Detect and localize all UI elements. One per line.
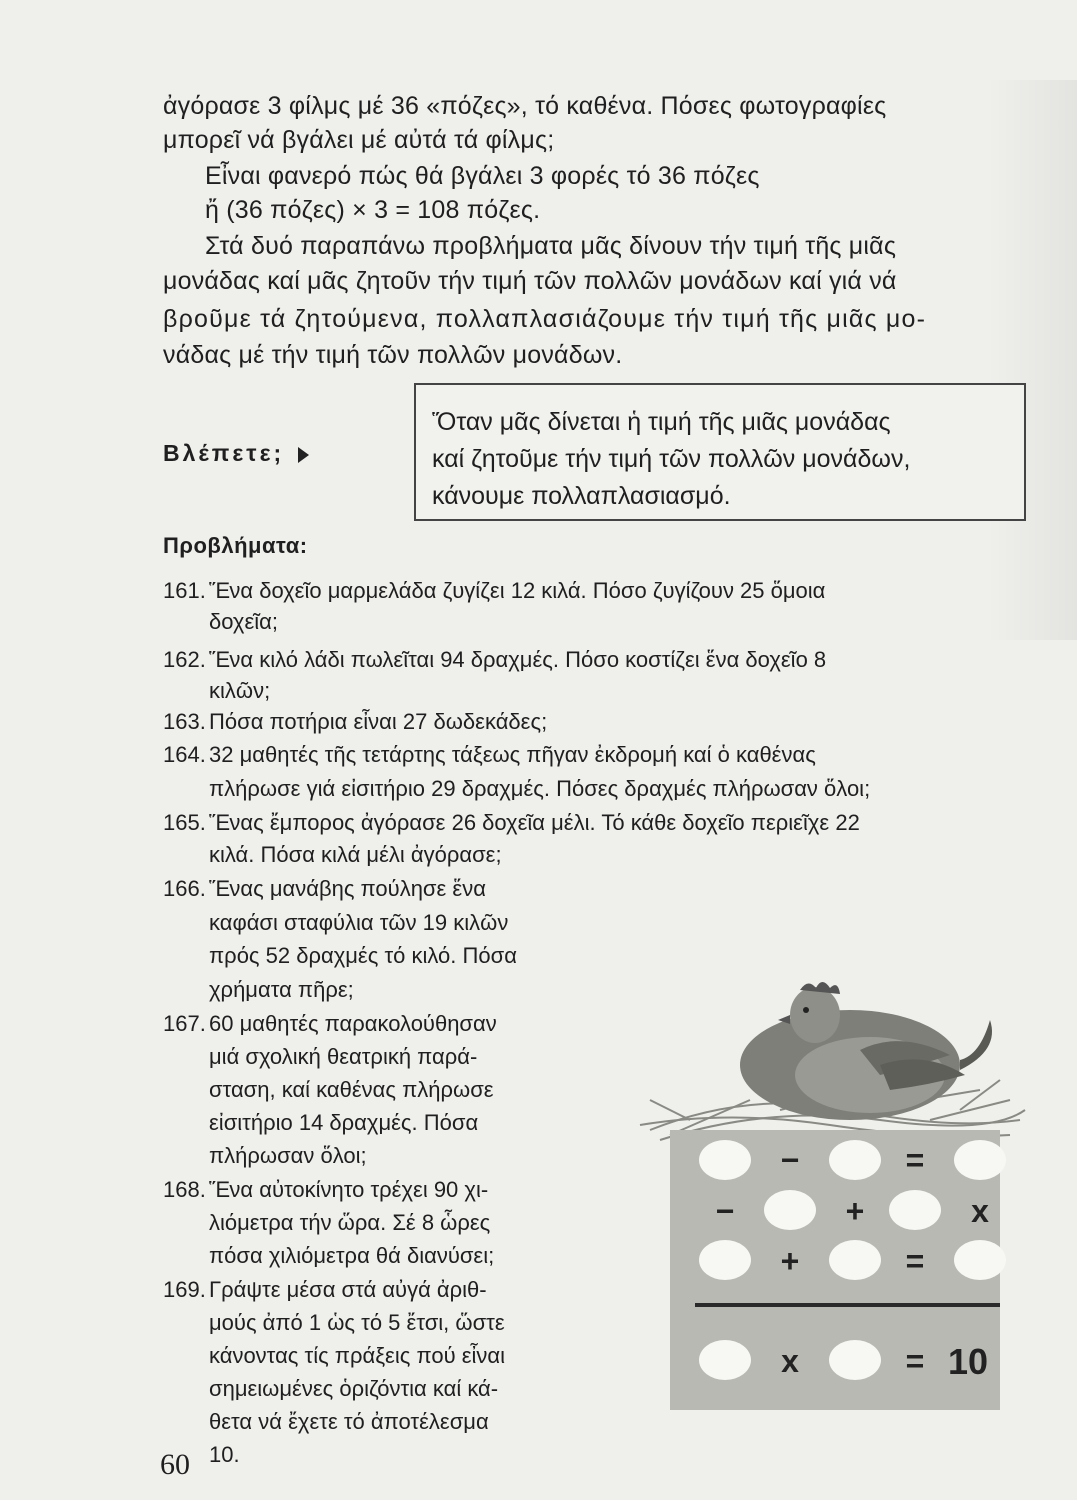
op-times: x [971,1193,989,1229]
problem-number: 165. [163,810,206,835]
hen-icon [740,982,992,1120]
arrow-right-icon [298,447,309,463]
rule-line-2: καί ζητοῦμε τήν τιμή τῶν πολλῶν μονάδων, [432,445,911,473]
op-minus: − [780,1142,800,1178]
rule-box [414,383,1026,521]
problem-168-line-3: πόσα χιλιόμετρα θά διανύσει; [209,1243,495,1268]
problem-number: 166. [163,876,206,901]
egg [699,1140,751,1180]
egg [699,1240,751,1280]
intro-line-2: μπορεῖ νά βγάλει μέ αὐτά τά φίλμς; [163,126,555,154]
problem-text: Πόσα ποτήρια εἶναι 27 δωδεκάδες; [209,709,548,734]
problem-text: Ἕνας μανάβης πούλησε ἕνα [209,876,486,901]
problem-166-line-3: πρός 52 δραχμές τό κιλό. Πόσα [209,943,517,968]
op-equals: = [905,1142,925,1178]
see-label [163,440,309,467]
problem-number: 168. [163,1177,206,1202]
egg [889,1190,941,1230]
problem-161 [163,576,825,606]
op-times: x [781,1343,799,1379]
problem-166 [163,874,486,904]
problem-163 [163,707,547,737]
op-minus: − [715,1193,735,1229]
problem-168 [163,1175,488,1205]
problem-165 [163,808,860,838]
op-plus: + [845,1193,865,1229]
problem-161-cont: δοχεῖα; [209,609,278,634]
problem-text: Ἕνα κιλό λάδι πωλεῖται 94 δραχμές. Πόσο κοστίζει ἕνα δοχεῖο 8 [209,647,827,672]
intro-line-5: Στά δυό παραπάνω προβλήματα μᾶς δίνουν τήν τιμή τῆς μιᾶς [205,232,897,260]
problem-169-line-2: μούς ἀπό 1 ὡς τό 5 ἔτσι, ὥστε [209,1310,505,1335]
intro-line-8: νάδας μέ τήν τιμή τῶν πολλῶν μονάδων. [163,341,623,369]
hen-egg-puzzle-illustration [630,960,1030,1420]
see-label-text: Βλέπετε; [163,440,285,466]
result-value: 10 [947,1341,989,1382]
problem-number: 167. [163,1011,206,1036]
egg [954,1140,1006,1180]
problem-162-cont: κιλῶν; [209,678,271,703]
problem-169-line-4: σημειωμένες ὁριζόντια καί κά- [209,1376,499,1401]
bleed-through-shadow [987,80,1077,640]
op-equals: = [905,1243,925,1279]
egg [954,1240,1006,1280]
problem-text: Ἕνα αὐτοκίνητο τρέχει 90 χι- [209,1177,489,1202]
intro-line-6: μονάδας καί μᾶς ζητοῦν τήν τιμή τῶν πολλῶν μονάδων καί γιά νά [163,267,897,295]
problem-number: 169. [163,1277,206,1302]
problem-number: 162. [163,647,206,672]
intro-line-1: ἀγόρασε 3 φίλμς μέ 36 «πόζες», τό καθένα. Πόσες φωτογραφίες [163,92,887,120]
problem-text: 32 μαθητές τῆς τετάρτης τάξεως πῆγαν ἐκδρομή καί ὁ καθένας [209,742,816,767]
problem-167-line-2: μιά σχολική θεατρική παρά- [209,1044,478,1069]
egg [699,1340,751,1380]
problem-text: Ἕνας ἔμπορος ἀγόρασε 26 δοχεῖα μέλι. Τό κάθε δοχεῖο περιεῖχε 22 [209,810,860,835]
problem-167-line-4: εἰσιτήριο 14 δραχμές. Πόσα [209,1110,479,1135]
problem-number: 161. [163,578,206,603]
problem-text: 60 μαθητές παρακολούθησαν [209,1011,497,1036]
page-number: 60 [160,1448,190,1481]
egg [829,1340,881,1380]
intro-line-3: Εἶναι φανερό πώς θά βγάλει 3 φορές τό 36 πόζες [205,162,760,190]
problem-166-line-4: χρήματα πῆρε; [209,977,354,1002]
egg [829,1140,881,1180]
problem-169-line-5: θετα νά ἔχετε τό ἀποτέλεσμα [209,1409,489,1434]
intro-line-7: βροῦμε τά ζητούμενα, πολλαπλασιάζουμε τήν τιμή τῆς μιᾶς μο- [163,305,927,333]
problem-number: 163. [163,709,206,734]
op-equals: = [905,1343,925,1379]
problem-164 [163,740,816,770]
problem-169-line-3: κάνοντας τίς πράξεις πού εἶναι [209,1343,506,1368]
problems-heading: Προβλήματα: [163,533,308,558]
problem-text: Ἕνα δοχεῖο μαρμελάδα ζυγίζει 12 κιλά. Πόσο ζυγίζουν 25 ὅμοια [209,578,826,603]
problem-169-line-6: 10. [209,1442,240,1467]
problem-167 [163,1009,497,1039]
egg [829,1240,881,1280]
problem-164-cont: πλήρωσε γιά εἰσιτήριο 29 δραχμές. Πόσες δραχμές πλήρωσαν ὅλοι; [209,776,871,801]
rule-line-3: κάνουμε πολλαπλασιασμό. [432,482,731,510]
op-plus: + [780,1243,800,1279]
rule-line-1: Ὅταν μᾶς δίνεται ἡ τιμή τῆς μιᾶς μονάδας [432,408,891,436]
problem-166-line-2: καφάσι σταφύλια τῶν 19 κιλῶν [209,910,509,935]
problem-number: 164. [163,742,206,767]
problem-162 [163,645,826,675]
problem-168-line-2: λιόμετρα τήν ὥρα. Σέ 8 ὧρες [209,1210,491,1235]
egg [764,1190,816,1230]
problem-165-cont: κιλά. Πόσα κιλά μέλι ἀγόρασε; [209,842,502,867]
problem-167-line-5: πλήρωσαν ὅλοι; [209,1143,367,1168]
problem-169 [163,1275,487,1305]
intro-line-4: ἤ (36 πόζες) × 3 = 108 πόζες. [205,196,541,224]
problem-text: Γράψτε μέσα στά αὐγά ἀριθ- [209,1277,487,1302]
problem-167-line-3: σταση, καί καθένας πλήρωσε [209,1077,494,1102]
